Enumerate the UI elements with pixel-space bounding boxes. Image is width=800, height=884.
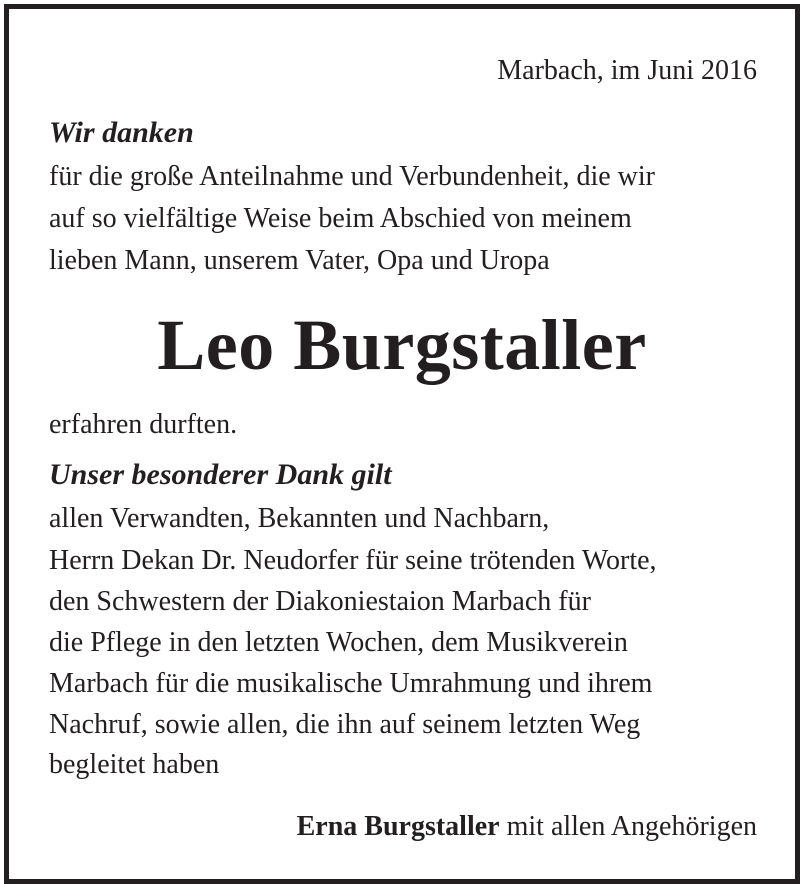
text-line: begleitet haben [49, 749, 220, 780]
text-line: für die große Anteilnahme und Verbundenheit, die wir [49, 161, 655, 192]
obituary-thank-you-notice [4, 4, 800, 884]
text-line: den Schwestern der Diakoniestaion Marbach für [49, 586, 591, 617]
signature-name: Erna Burgstaller [296, 811, 500, 842]
text-line: Marbach für die musikalische Umrahmung und ihrem [49, 668, 653, 699]
text-line: lieben Mann, unserem Vater, Opa und Uropa [49, 245, 550, 276]
deceased-name: Leo Burgstaller [157, 305, 647, 385]
text-line: Herrn Dekan Dr. Neudorfer für seine trötenden Worte, [49, 545, 657, 576]
text-line: Nachruf, sowie allen, die ihn auf seinem letzten Weg [49, 709, 641, 740]
text-line: auf so vielfältige Weise beim Abschied von meinem [49, 203, 632, 234]
place-and-date: Marbach, im Juni 2016 [497, 55, 757, 86]
heading-wir-danken: Wir danken [49, 116, 194, 149]
text-line: die Pflege in den letzten Wochen, dem Musikverein [49, 627, 628, 658]
text-line: erfahren durften. [49, 409, 238, 440]
text-line: allen Verwandten, Bekannten und Nachbarn, [49, 503, 550, 534]
signature [297, 807, 757, 847]
heading-besonderer-dank: Unser besonderer Dank gilt [49, 458, 392, 491]
signature-suffix: mit allen Angehörigen [499, 811, 757, 842]
